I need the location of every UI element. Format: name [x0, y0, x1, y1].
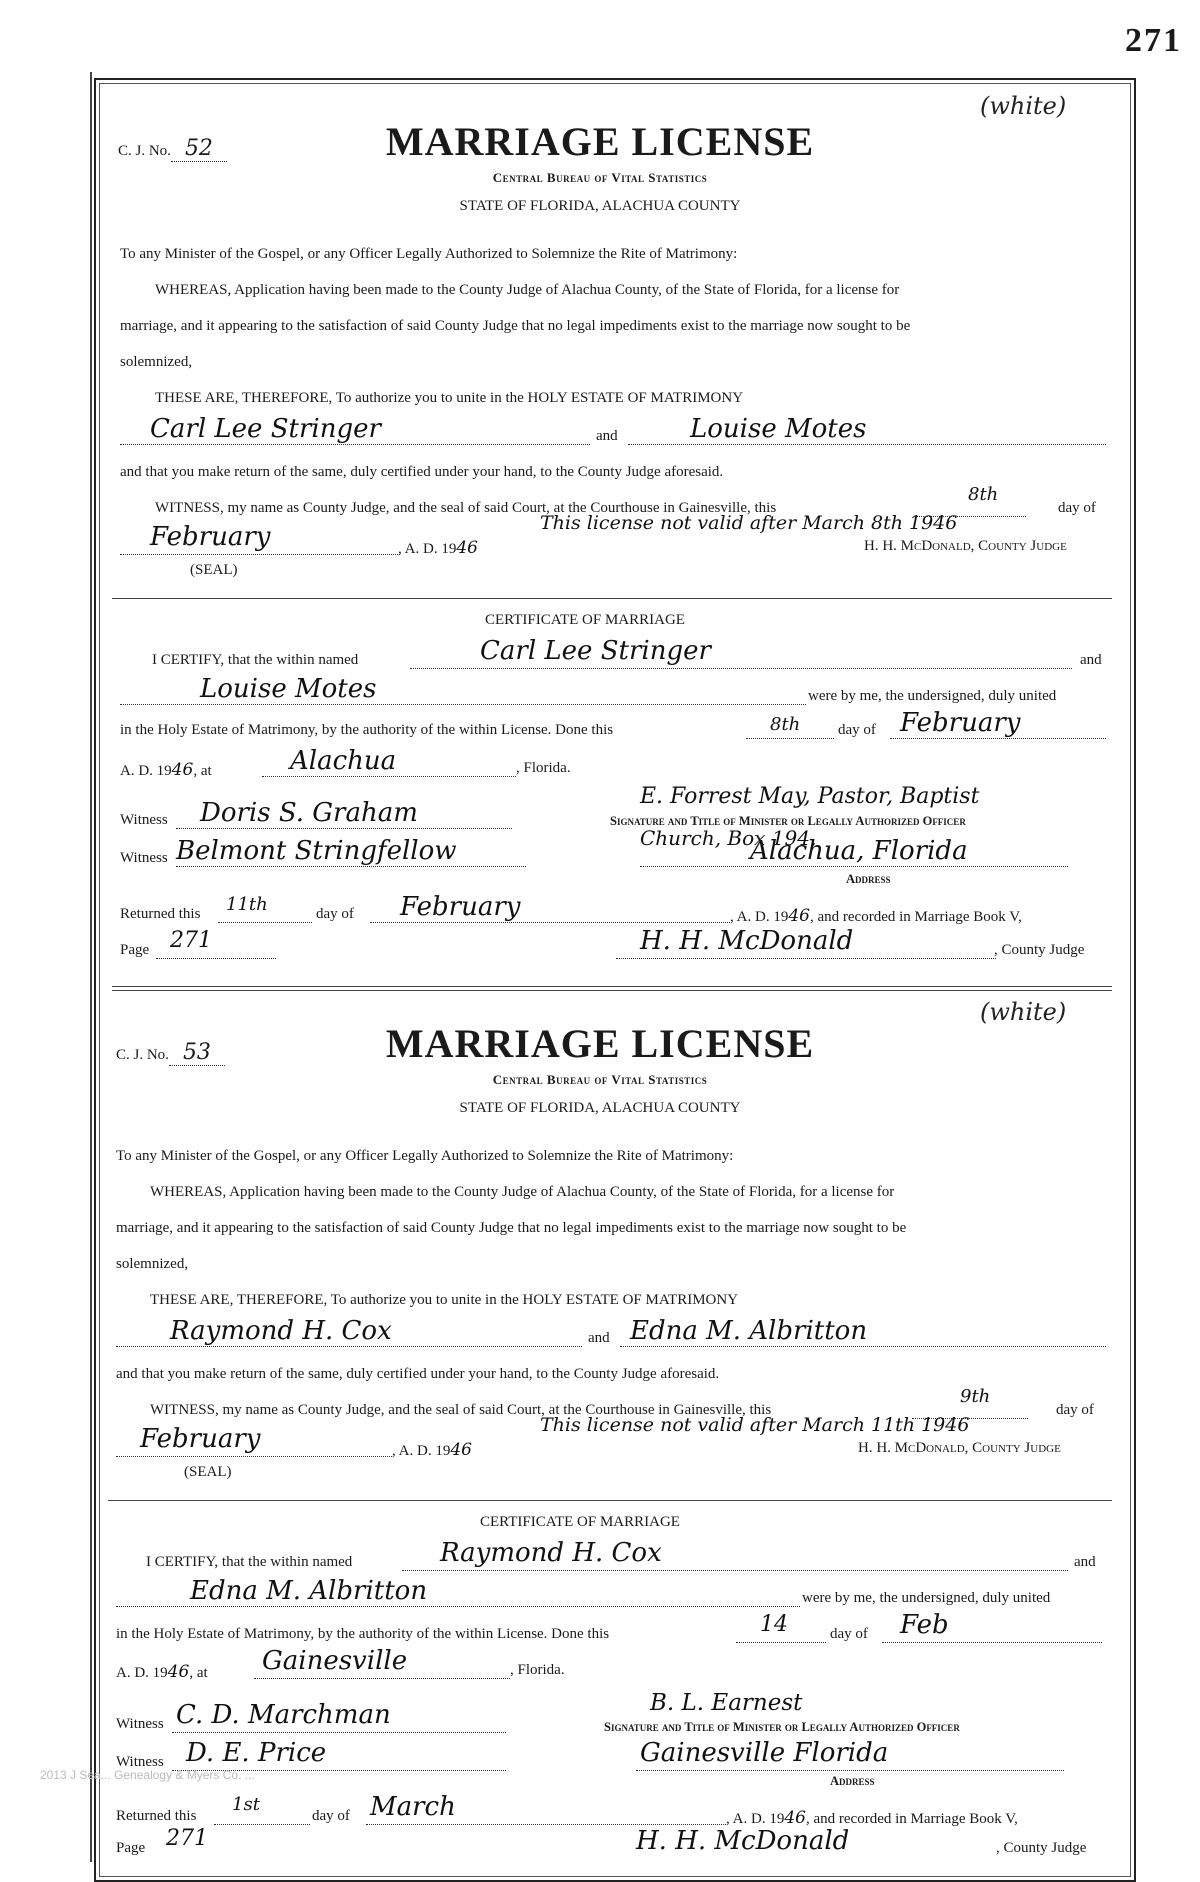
returned-day: 11th [226, 894, 268, 915]
certificate-title: CERTIFICATE OF MARRIAGE [480, 1514, 680, 1530]
witness-1-line [172, 1732, 506, 1733]
these-are-line: THESE ARE, THEREFORE, To authorize you to unite in the HOLY ESTATE OF MATRIMONY [150, 1292, 739, 1308]
officer-address: Gainesville Florida [640, 1738, 889, 1768]
race-note: (white) [980, 998, 1067, 1026]
returned-day-line [214, 1824, 310, 1825]
officer-address-line [636, 1770, 1064, 1771]
returned-month: February [400, 892, 521, 922]
bride-field-line [628, 444, 1106, 445]
issue-month: February [140, 1424, 261, 1454]
officer-name: E. Forrest May, Pastor, Baptist [640, 784, 980, 809]
issue-ad: , A. D. 1946 [398, 538, 478, 558]
return-line: and that you make return of the same, duly certified under your hand, to the County Judge aforesaid. [120, 464, 724, 480]
done-month-line [890, 738, 1106, 739]
cert-and-label: and [1074, 1554, 1096, 1570]
officer-address-line [640, 866, 1068, 867]
issue-month-line [116, 1456, 392, 1457]
seal-label: (SEAL) [190, 562, 238, 578]
witness-2: Belmont Stringfellow [176, 836, 457, 866]
florida-label: , Florida. [516, 760, 571, 776]
bureau-name: Central Bureau of Vital Statistics [492, 1072, 708, 1087]
place: Gainesville [262, 1646, 408, 1676]
county-judge-label: , County Judge [996, 1840, 1087, 1856]
witness-1: C. D. Marchman [176, 1700, 391, 1730]
issue-month-line [120, 554, 400, 555]
witness-1: Doris S. Graham [200, 798, 418, 828]
cert-groom: Carl Lee Stringer [480, 636, 711, 666]
license-title: MARRIAGE LICENSE [385, 1021, 815, 1066]
done-year-line: A. D. 1946, at [120, 760, 212, 780]
book-page-line [156, 958, 276, 959]
witness-2-label: Witness [120, 850, 168, 866]
state-county: STATE OF FLORIDA, ALACHUA COUNTY [459, 198, 741, 214]
done-day-line [736, 1642, 826, 1643]
returned-month-line [370, 922, 730, 923]
returned-month: March [370, 1792, 456, 1822]
return-line: and that you make return of the same, duly certified under your hand, to the County Judge aforesaid. [116, 1366, 720, 1382]
state-county: STATE OF FLORIDA, ALACHUA COUNTY [459, 1100, 741, 1116]
cert-bride: Louise Motes [200, 674, 377, 704]
signature-caption: Signature and Title of Minister or Legally Authorized Officer [610, 814, 966, 828]
done-month: February [900, 708, 1021, 738]
issue-day: 9th [960, 1386, 991, 1407]
place-line [262, 776, 516, 777]
done-day: 8th [770, 714, 801, 735]
whereas-line-2: marriage, and it appearing to the satisfaction of said County Judge that no legal impediments exist to the marriage now sought to be [116, 1220, 907, 1236]
cert-groom-line [410, 668, 1072, 669]
whereas-line-1: WHEREAS, Application having been made to the County Judge of Alachua County, of the State of Florida, for a license for [150, 1184, 895, 1200]
issue-day: 8th [968, 484, 999, 505]
section-divider [108, 1500, 1112, 1501]
done-day-of-label: day of [830, 1626, 868, 1642]
cert-groom-line [402, 1570, 1068, 1571]
issue-month: February [150, 522, 271, 552]
license-title: MARRIAGE LICENSE [385, 119, 815, 164]
cj-number: 53 [169, 1040, 225, 1066]
done-day-of-label: day of [838, 722, 876, 738]
address-line: To any Minister of the Gospel, or any Officer Legally Authorized to Solemnize the Rite of Matrimony: [120, 246, 738, 262]
returned-day-line [218, 922, 312, 923]
judge-signature: H. H. McDonald [640, 926, 854, 956]
done-year-line: A. D. 1946, at [116, 1662, 208, 1682]
certify-label: I CERTIFY, that the within named [146, 1554, 353, 1570]
groom-field-line [116, 1346, 582, 1347]
judge-name: H. H. McDonald, County Judge [864, 538, 1067, 554]
done-month-line [882, 1642, 1102, 1643]
returned-label: Returned this [116, 1808, 197, 1824]
page-label: Page [120, 942, 150, 958]
whereas-line-2: marriage, and it appearing to the satisfaction of said County Judge that no legal impediments exist to the marriage now sought to be [120, 318, 911, 334]
address-line: To any Minister of the Gospel, or any Officer Legally Authorized to Solemnize the Rite of Matrimony: [116, 1148, 734, 1164]
validity-note: This license not valid after March 8th 1946 [540, 512, 958, 534]
returned-month-line [366, 1824, 726, 1825]
done-month: Feb [900, 1610, 949, 1640]
witness-1-line [176, 828, 512, 829]
witness-1-label: Witness [116, 1716, 164, 1732]
judge-signature-line [616, 958, 996, 959]
groom-name: Raymond H. Cox [170, 1316, 392, 1346]
done-day-line [746, 738, 834, 739]
judge-name: H. H. McDonald, County Judge [858, 1440, 1061, 1456]
witness-2-line [176, 866, 526, 867]
license-divider [112, 986, 1112, 987]
day-of-label: day of [1058, 500, 1096, 516]
cert-and-label: and [1080, 652, 1102, 668]
judge-signature: H. H. McDonald [636, 1826, 850, 1856]
groom-name: Carl Lee Stringer [150, 414, 381, 444]
seal-label: (SEAL) [184, 1464, 232, 1480]
returned-day: 1st [232, 1794, 260, 1815]
returned-day-of-label: day of [312, 1808, 350, 1824]
returned-day-of-label: day of [316, 906, 354, 922]
bride-name: Edna M. Albritton [630, 1316, 868, 1346]
witness-2-label: Witness [116, 1754, 164, 1770]
holy-estate-label: in the Holy Estate of Matrimony, by the authority of the within License. Done this [116, 1626, 610, 1642]
officer-address: Alachua, Florida [750, 836, 968, 866]
and-label: and [588, 1330, 610, 1346]
these-are-line: THESE ARE, THEREFORE, To authorize you to unite in the HOLY ESTATE OF MATRIMONY [155, 390, 744, 406]
document-frame [94, 78, 1136, 1882]
county-judge-label: , County Judge [994, 942, 1085, 958]
validity-note: This license not valid after March 11th 1946 [540, 1414, 970, 1436]
section-divider [112, 598, 1112, 599]
page-number: 271 [1125, 22, 1182, 59]
certify-label: I CERTIFY, that the within named [152, 652, 359, 668]
witness-1-label: Witness [120, 812, 168, 828]
cj-number-line: C. J. No. 52 [118, 136, 227, 161]
returned-label: Returned this [120, 906, 201, 922]
address-caption: Address [830, 1774, 875, 1788]
cert-bride-line [116, 1606, 800, 1607]
license-divider-2 [112, 990, 1112, 991]
cj-number-line: C. J. No. 53 [116, 1040, 225, 1065]
address-caption: Address [846, 872, 891, 886]
page-edge-line [90, 72, 92, 1862]
book-page: 271 [170, 928, 212, 953]
cert-groom: Raymond H. Cox [440, 1538, 662, 1568]
day-of-label: day of [1056, 1402, 1094, 1418]
cert-bride: Edna M. Albritton [190, 1576, 428, 1606]
officer-church: Church, Box 194, [640, 826, 817, 850]
done-day: 14 [760, 1612, 788, 1637]
were-by-me-label: were by me, the undersigned, duly united [808, 688, 1057, 704]
issue-ad: , A. D. 1946 [392, 1440, 472, 1460]
race-note: (white) [980, 92, 1067, 120]
and-label: and [596, 428, 618, 444]
place: Alachua [290, 746, 397, 776]
recorded-line: , A. D. 1946, and recorded in Marriage Book V, [730, 906, 1022, 926]
whereas-line-1: WHEREAS, Application having been made to the County Judge of Alachua County, of the State of Florida, for a license for [155, 282, 900, 298]
recorded-line: , A. D. 1946, and recorded in Marriage Book V, [726, 1808, 1018, 1828]
bureau-name: Central Bureau of Vital Statistics [492, 170, 708, 185]
witness-2: D. E. Price [186, 1738, 327, 1768]
signature-caption: Signature and Title of Minister or Legally Authorized Officer [604, 1720, 960, 1734]
certificate-title: CERTIFICATE OF MARRIAGE [485, 612, 685, 628]
book-page: 271 [166, 1826, 208, 1851]
bride-field-line [620, 1346, 1106, 1347]
watermark: 2013 J Sea... Genealogy & Myers Co. ... [40, 1768, 255, 1782]
bride-name: Louise Motes [690, 414, 867, 444]
cj-number: 52 [171, 136, 227, 162]
place-line [254, 1678, 510, 1679]
holy-estate-label: in the Holy Estate of Matrimony, by the authority of the within License. Done this [120, 722, 614, 738]
officer-name: B. L. Earnest [650, 1690, 803, 1716]
cert-bride-line [120, 704, 806, 705]
groom-field-line [120, 444, 590, 445]
whereas-line-3: solemnized, [120, 354, 193, 370]
page-label: Page [116, 1840, 146, 1856]
florida-label: , Florida. [510, 1662, 565, 1678]
whereas-line-3: solemnized, [116, 1256, 189, 1272]
witness-line: WITNESS, my name as County Judge, and the seal of said Court, at the Courthouse in Gainesville, this [150, 1402, 772, 1418]
witness-line: WITNESS, my name as County Judge, and the seal of said Court, at the Courthouse in Gainesville, this [155, 500, 777, 516]
were-by-me-label: were by me, the undersigned, duly united [802, 1590, 1051, 1606]
